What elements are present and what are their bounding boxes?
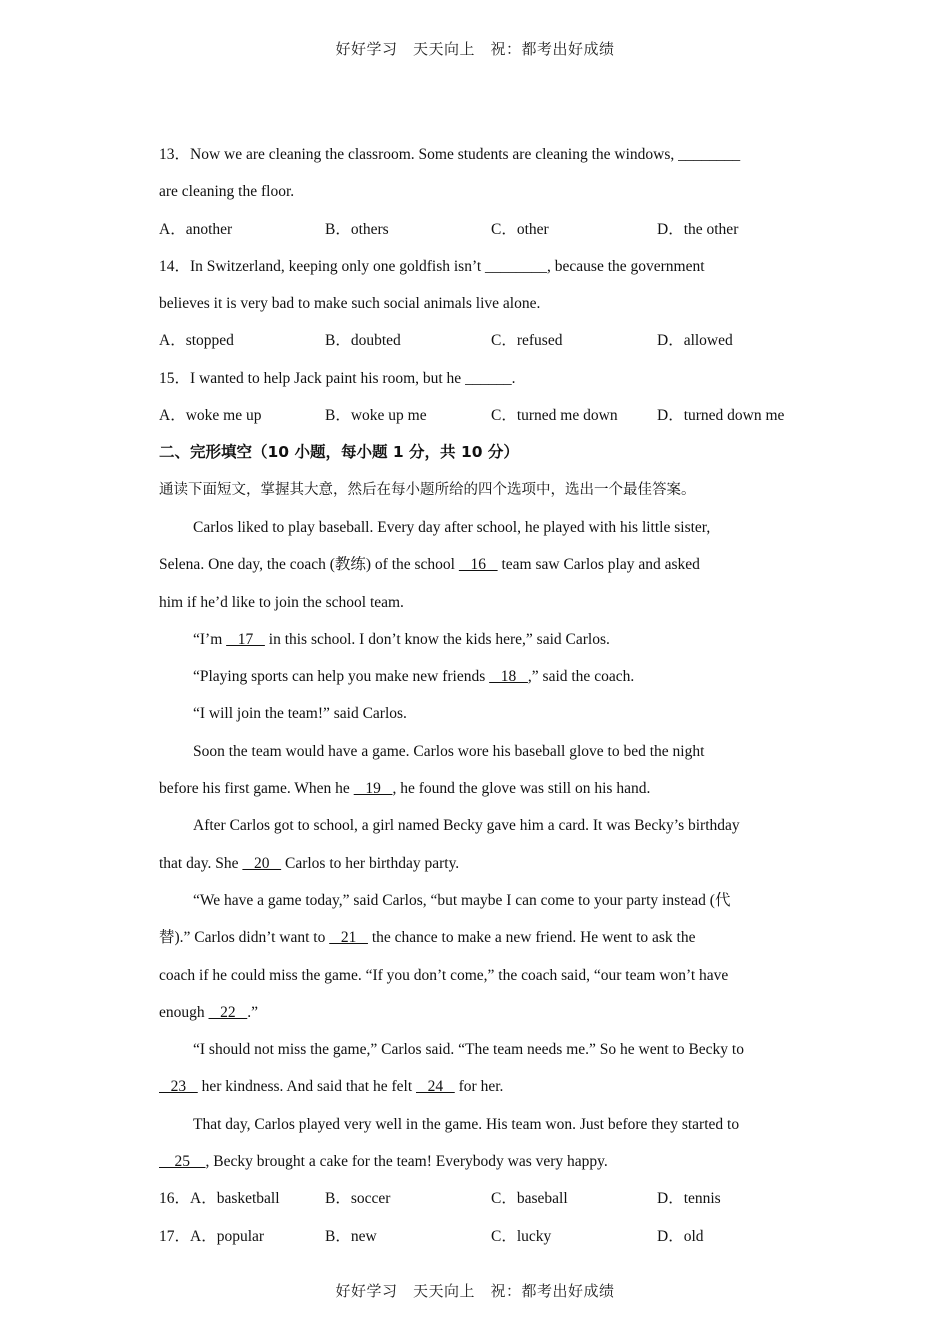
- option-b: B．woke up me: [325, 407, 427, 425]
- passage-line: 23 her kindness. And said that he felt 24 for her.: [159, 1078, 504, 1096]
- question-15-options: [159, 397, 794, 434]
- passage-line: 替).” Carlos didn’t want to 21 the chance to make a new friend. He went to ask the: [159, 929, 696, 947]
- passage-line: “Playing sports can help you make new friends 18 ,” said the coach.: [193, 668, 635, 686]
- option-c: C．turned me down: [491, 407, 618, 425]
- blank-18: 18: [489, 668, 528, 686]
- question-13-options: [159, 211, 794, 248]
- blank-16: 16: [458, 556, 498, 574]
- option-a: A．another: [159, 220, 233, 238]
- passage-line: enough 22 .”: [159, 1003, 259, 1021]
- question-13-stem-line2: are cleaning the floor.: [159, 183, 295, 201]
- passage-line: Soon the team would have a game. Carlos wore his baseball glove to bed the night: [193, 742, 705, 760]
- blank-22: 22: [208, 1003, 248, 1021]
- blank-24: 24: [416, 1078, 455, 1096]
- option-b: B．soccer: [325, 1190, 391, 1208]
- blank-17: 17: [226, 630, 265, 648]
- option-a: 17．A．popular: [159, 1227, 265, 1245]
- option-c: C．refused: [491, 332, 563, 350]
- option-d: D．old: [657, 1227, 704, 1245]
- page-content: [159, 136, 794, 1255]
- question-14-stem-line2: believes it is very bad to make such social animals live alone.: [159, 295, 541, 313]
- passage-line: 25 , Becky brought a cake for the team! Everybody was very happy.: [159, 1153, 608, 1171]
- option-d: D．turned down me: [657, 407, 785, 425]
- passage-line: “I’m 17 in this school. I don’t know the kids here,” said Carlos.: [193, 630, 610, 648]
- page-header: 好好学习 天天向上 祝：都考出好成绩: [335, 40, 615, 58]
- blank-21: 21: [329, 929, 368, 947]
- option-c: C．lucky: [491, 1227, 552, 1245]
- question-14-options: [159, 322, 794, 359]
- question-17-options: [159, 1218, 794, 1255]
- blank-25: 25: [159, 1153, 206, 1171]
- passage-line: coach if he could miss the game. “If you don’t come,” the coach said, “our team won’t have: [159, 966, 729, 984]
- option-c: C．baseball: [491, 1190, 568, 1208]
- option-d: D．allowed: [657, 332, 733, 350]
- option-b: B．new: [325, 1227, 377, 1245]
- passage-line: that day. She 20 Carlos to her birthday party.: [159, 854, 460, 872]
- option-d: D．tennis: [657, 1190, 721, 1208]
- passage-line: Selena. One day, the coach (教练) of the school 16 team saw Carlos play and asked: [159, 556, 700, 574]
- passage-line: That day, Carlos played very well in the game. His team won. Just before they started to: [193, 1115, 740, 1133]
- option-c: C．other: [491, 220, 549, 238]
- passage-line: “I should not miss the game,” Carlos said. “The team needs me.” So he went to Becky to: [193, 1041, 744, 1059]
- passage-line: before his first game. When he 19 , he found the glove was still on his hand.: [159, 780, 651, 798]
- question-16-options: [159, 1180, 794, 1217]
- blank-20: 20: [242, 854, 282, 872]
- option-d: D．the other: [657, 220, 739, 238]
- blank-23: 23: [159, 1078, 198, 1096]
- option-a: A．stopped: [159, 332, 234, 350]
- passage-line: “I will join the team!” said Carlos.: [193, 705, 407, 723]
- section-2-title: 二、完形填空（10 小题，每小题 1 分，共 10 分）: [159, 443, 519, 462]
- question-15-stem: 15．I wanted to help Jack paint his room, but he ______.: [159, 369, 516, 387]
- passage-line: After Carlos got to school, a girl named Becky gave him a card. It was Becky’s birthday: [193, 817, 740, 835]
- passage-line: Carlos liked to play baseball. Every day after school, he played with his little sister,: [193, 518, 711, 536]
- blank-19: 19: [353, 780, 393, 798]
- option-b: B．others: [325, 220, 389, 238]
- section-2-instruction: 通读下面短文，掌握其大意，然后在每小题所给的四个选项中，选出一个最佳答案。: [159, 481, 696, 498]
- page-footer: 好好学习 天天向上 祝：都考出好成绩: [335, 1282, 615, 1300]
- question-14-stem-line1: 14．In Switzerland, keeping only one goldfish isn’t ________, because the government: [159, 257, 705, 275]
- passage-line: “We have a game today,” said Carlos, “but maybe I can come to your party instead (代: [193, 891, 731, 909]
- passage-line: him if he’d like to join the school team.: [159, 593, 404, 611]
- option-a: 16．A．basketball: [159, 1190, 280, 1208]
- question-13-stem-line1: 13．Now we are cleaning the classroom. Some students are cleaning the windows, ________: [159, 146, 741, 163]
- option-b: B．doubted: [325, 332, 401, 350]
- option-a: A．woke me up: [159, 407, 262, 425]
